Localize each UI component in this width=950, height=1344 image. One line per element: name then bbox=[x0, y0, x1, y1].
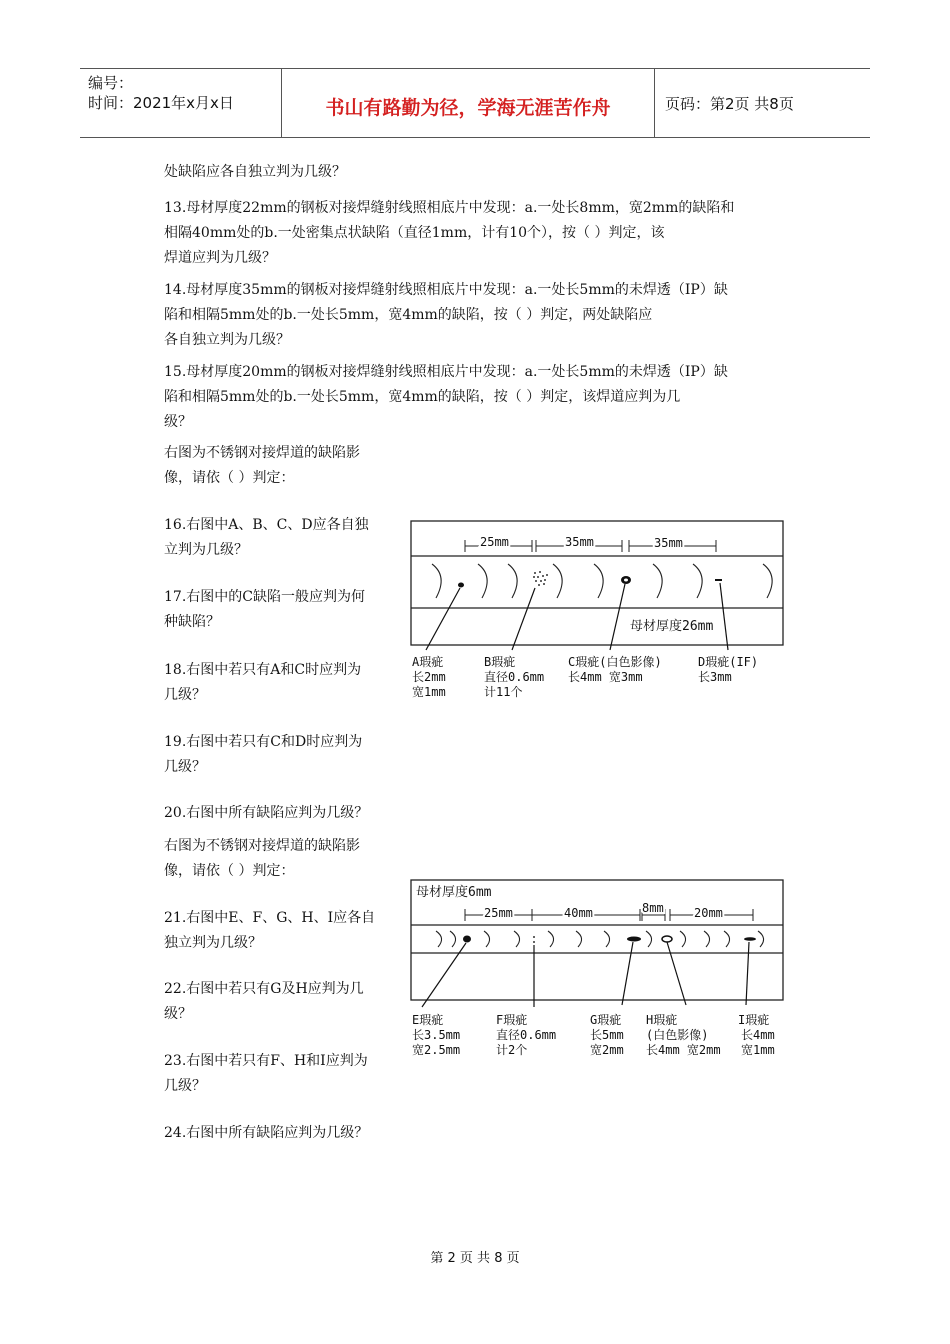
defect-d-length: 长3mm bbox=[698, 670, 732, 684]
text-line: 13.母材厚度22mm的钢板对接焊缝射线照相底片中发现：a.一处长8mm，宽2mm的缺陷和 bbox=[164, 200, 735, 216]
text-line: 23.右图中若只有F、H和I应判为 bbox=[164, 1053, 368, 1069]
header-divider bbox=[654, 69, 655, 137]
defect-b-title: B瑕疵 bbox=[484, 655, 516, 669]
defect-a-length: 长2mm bbox=[412, 670, 446, 684]
question-14 bbox=[164, 278, 728, 353]
defect-g-width: 宽2mm bbox=[590, 1043, 624, 1057]
text-line: 21.右图中E、F、G、H、I应各自 bbox=[164, 910, 376, 926]
intro-figure-2 bbox=[164, 834, 360, 884]
text-line: 几级？ bbox=[164, 1078, 206, 1094]
q12-tail: 处缺陷应各自独立判为几级？ bbox=[164, 164, 346, 180]
dim-label: 25mm bbox=[480, 535, 509, 549]
question-17 bbox=[164, 585, 365, 635]
defect-a-title: A瑕疵 bbox=[412, 655, 444, 669]
plate-outline bbox=[411, 521, 783, 645]
text-line: 各自独立判为几级？ bbox=[164, 332, 290, 348]
dim-label: 8mm bbox=[642, 901, 664, 915]
question-21 bbox=[164, 906, 375, 956]
text-line: 级？ bbox=[164, 1006, 192, 1022]
defect-i-mark bbox=[744, 937, 756, 941]
defect-c-size: 长4mm 宽3mm bbox=[568, 670, 643, 684]
question-22 bbox=[164, 977, 364, 1027]
leader-lines bbox=[426, 583, 728, 650]
question-23 bbox=[164, 1049, 368, 1099]
defect-g-title: G瑕疵 bbox=[590, 1013, 622, 1027]
thickness-label: 母材厚度6mm bbox=[416, 885, 492, 900]
dim-label: 35mm bbox=[565, 535, 594, 549]
text-line: 像，请依（ ）判定： bbox=[164, 863, 295, 879]
defect-f-title: F瑕疵 bbox=[496, 1013, 528, 1027]
text-line: 22.右图中若只有G及H应判为几 bbox=[164, 981, 364, 997]
dim-label: 20mm bbox=[694, 906, 723, 920]
defect-h-size: 长4mm 宽2mm bbox=[646, 1043, 721, 1057]
text-line: 15.母材厚度20mm的钢板对接焊缝射线照相底片中发现：a.一处长5mm的未焊透（IP）缺 bbox=[164, 364, 728, 380]
doc-id-label: 编号： bbox=[88, 74, 134, 92]
defect-e-width: 宽2.5mm bbox=[412, 1043, 461, 1057]
defect-e-title: E瑕疵 bbox=[412, 1013, 444, 1027]
defect-a-width: 宽1mm bbox=[412, 685, 446, 699]
weld-defect-figure-1 bbox=[408, 518, 788, 706]
text-line: 级？ bbox=[164, 414, 192, 430]
page-header bbox=[80, 68, 870, 138]
header-meta bbox=[88, 73, 234, 113]
defect-b-diameter: 直径0.6mm bbox=[484, 670, 545, 684]
defect-i-title: I瑕疵 bbox=[738, 1013, 770, 1027]
defect-c-title: C瑕疵(白色影像) bbox=[568, 655, 662, 669]
page-footer: 第 2 页 共 8 页 bbox=[430, 1251, 520, 1266]
header-page-info: 页码：第2页 共8页 bbox=[665, 95, 794, 113]
text-line: 种缺陷？ bbox=[164, 614, 220, 630]
question-15 bbox=[164, 360, 728, 435]
defect-i-width: 宽1mm bbox=[741, 1043, 775, 1057]
defect-b-mark bbox=[533, 571, 548, 586]
text-line: 14.母材厚度35mm的钢板对接焊缝射线照相底片中发现：a.一处长5mm的未焊透（IP）缺 bbox=[164, 282, 728, 298]
defect-h-mark bbox=[662, 936, 672, 942]
question-13 bbox=[164, 196, 734, 271]
question-19 bbox=[164, 730, 362, 780]
dim-label: 35mm bbox=[654, 536, 683, 550]
defect-b-count: 计11个 bbox=[484, 685, 523, 699]
question-24: 24.右图中所有缺陷应判为几级？ bbox=[164, 1125, 369, 1141]
text-line: 右图为不锈钢对接焊道的缺陷影 bbox=[164, 838, 360, 854]
defect-a-mark bbox=[458, 583, 464, 588]
defect-h-title: H瑕疵 bbox=[646, 1013, 678, 1027]
text-line: 独立判为几级？ bbox=[164, 935, 262, 951]
weld-defect-figure-2 bbox=[408, 877, 788, 1067]
leader-lines bbox=[422, 942, 749, 1007]
text-line: 几级？ bbox=[164, 759, 206, 775]
defect-f-mark bbox=[533, 936, 535, 943]
text-line: 右图为不锈钢对接焊道的缺陷影 bbox=[164, 445, 360, 461]
defect-e-mark bbox=[463, 936, 471, 943]
thickness-label: 母材厚度26mm bbox=[630, 619, 714, 634]
text-line: 17.右图中的C缺陷一般应判为何 bbox=[164, 589, 365, 605]
text-line: 19.右图中若只有C和D时应判为 bbox=[164, 734, 363, 750]
defect-g-length: 长5mm bbox=[590, 1028, 624, 1042]
dim-label: 40mm bbox=[564, 906, 593, 920]
dim-label: 25mm bbox=[484, 906, 513, 920]
header-motto: 书山有路勤为径，学海无涯苦作舟 bbox=[325, 97, 611, 119]
text-line: 焊道应判为几级？ bbox=[164, 250, 276, 266]
text-line: 几级？ bbox=[164, 687, 206, 703]
text-line: 陷和相隔5mm处的b.一处长5mm，宽4mm的缺陷，按（ ）判定，该焊道应判为几 bbox=[164, 389, 681, 405]
defect-f-diameter: 直径0.6mm bbox=[496, 1028, 557, 1042]
text-line: 16.右图中A、B、C、D应各自独 bbox=[164, 517, 369, 533]
weld-ripples bbox=[436, 931, 764, 947]
defect-d-title: D瑕疵(IF) bbox=[698, 655, 759, 669]
defect-g-mark bbox=[627, 937, 641, 942]
defect-i-length: 长4mm bbox=[741, 1028, 775, 1042]
question-18 bbox=[164, 658, 361, 708]
text-line: 相隔40mm处的b.一处密集点状缺陷（直径1mm，计有10个），按（ ）判定，该 bbox=[164, 225, 665, 241]
doc-time: 时间：2021年x月x日 bbox=[88, 94, 234, 112]
defect-f-count: 计2个 bbox=[496, 1043, 528, 1057]
defect-h-note: (白色影像) bbox=[646, 1028, 709, 1042]
question-16 bbox=[164, 513, 369, 563]
question-20: 20.右图中所有缺陷应判为几级？ bbox=[164, 805, 369, 821]
text-line: 陷和相隔5mm处的b.一处长5mm，宽4mm的缺陷，按（ ）判定，两处缺陷应 bbox=[164, 307, 653, 323]
intro-figure-1 bbox=[164, 441, 360, 491]
defect-c-mark-white bbox=[624, 579, 628, 582]
text-line: 立判为几级？ bbox=[164, 542, 248, 558]
text-line: 像，请依（ ）判定： bbox=[164, 470, 295, 486]
defect-e-length: 长3.5mm bbox=[412, 1028, 461, 1042]
text-line: 18.右图中若只有A和C时应判为 bbox=[164, 662, 362, 678]
